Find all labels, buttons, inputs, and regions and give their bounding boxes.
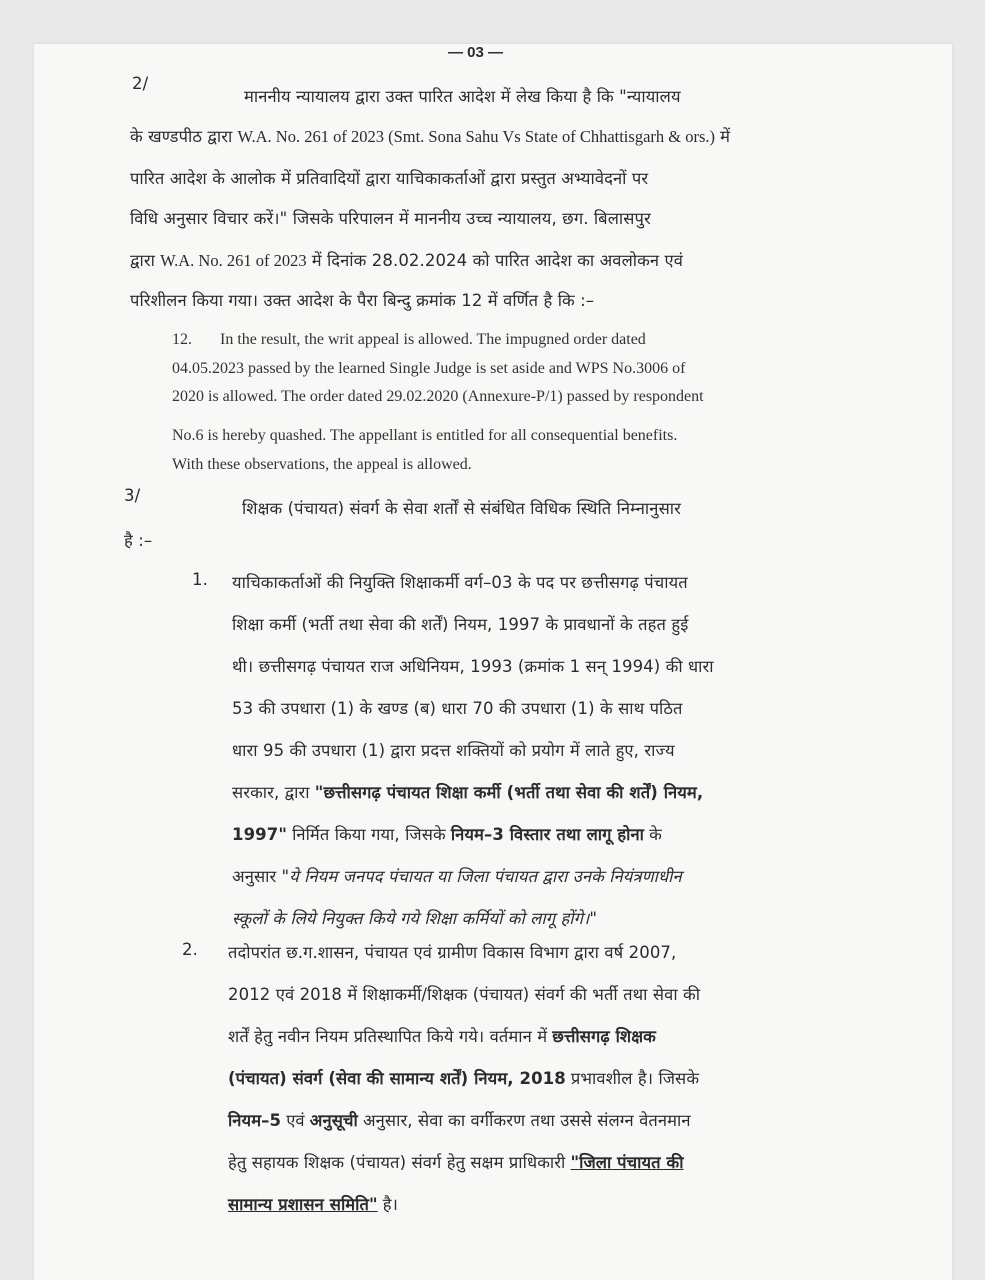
rule-3-quote: "ये नियम जनपद पंचायत या जिला पंचायत द्वारा उनके नियंत्रणाधीन: [281, 867, 682, 886]
item1-line7: [232, 822, 662, 845]
para2-line6: परिशीलन किया गया। उक्त आदेश के पैरा बिन्दु क्रमांक 12 में वर्णित है कि :–: [130, 291, 595, 310]
case-citation: W.A. No. 261 of 2023 (Smt. Sona Sahu Vs State of Chhattisgarh & ors.): [237, 127, 716, 146]
item1-line7-b: निर्मित किया गया, जिसके: [292, 825, 446, 844]
para2-line1: माननीय न्यायालय द्वारा उक्त पारित आदेश में लेख किया है कि "न्यायालय: [244, 87, 681, 106]
para2-line5-c: में दिनांक 28.02.2024 को पारित आदेश का अवलोकन एवं: [311, 251, 683, 270]
item1-line9: स्कूलों के लिये नियुक्त किये गये शिक्षा कर्मियों को लागू होंगे।": [232, 909, 598, 928]
item1-line8-a: अनुसार: [232, 867, 277, 886]
document-page: [34, 44, 952, 1280]
rules-1997-title: "छत्तीसगढ़ पंचायत शिक्षा कर्मी (भर्ती तथा सेवा की शर्तें) नियम,: [314, 783, 704, 802]
item2-line1: तदोपरांत छ.ग.शासन, पंचायत एवं ग्रामीण विकास विभाग द्वारा वर्ष 2007,: [228, 943, 677, 962]
para2-line5-a: द्वारा: [130, 251, 155, 270]
item1-line7-a: 1997": [232, 825, 288, 844]
item2-line4-b: प्रभावशील है। जिसके: [570, 1069, 700, 1088]
schedule-ref: अनुसूची: [309, 1111, 358, 1130]
rules-2018-title: (पंचायत) संवर्ग (सेवा की सामान्य शर्तें) नियम, 2018: [228, 1069, 566, 1088]
item1-line1: याचिकाकर्ताओं की नियुक्ति शिक्षाकर्मी वर्ग–03 के पद पर छत्तीसगढ़ पंचायत: [232, 573, 688, 592]
item2-line5-d: अनुसार, सेवा का वर्गीकरण तथा उससे संलग्न वेतनमान: [362, 1111, 691, 1130]
item1-line6-a: सरकार, द्वारा: [232, 783, 310, 802]
item1-line2: शिक्षा कर्मी (भर्ती तथा सेवा की शर्तें) नियम, 1997 के प्रावधानों के तहत हुई: [232, 615, 689, 634]
item2-line3-b: छत्तीसगढ़ शिक्षक: [552, 1027, 656, 1046]
item1-line4: 53 की उपधारा (1) के खण्ड (ब) धारा 70 की उपधारा (1) के साथ पठित: [232, 699, 683, 718]
para2-line2-c: में: [720, 127, 731, 146]
para2-line3: पारित आदेश के आलोक में प्रतिवादियों द्वारा याचिकाकर्ताओं द्वारा प्रस्तुत अभ्यावेदनों पर: [130, 169, 649, 188]
item2-line7-b: है।: [382, 1195, 398, 1214]
rule-5-ref: नियम–5: [228, 1111, 282, 1130]
quote-line4: No.6 is hereby quashed. The appellant is entitled for all consequential benefits.: [172, 427, 678, 444]
item1-line7-d: के: [649, 825, 662, 844]
case-citation-2: W.A. No. 261 of 2023: [160, 251, 307, 270]
item1-line5: धारा 95 की उपधारा (1) द्वारा प्रदत्त शक्तियों को प्रयोग में लाते हुए, राज्य: [232, 741, 675, 760]
competent-authority-cont: सामान्य प्रशासन समिति": [228, 1195, 378, 1214]
item2-number: 2.: [182, 940, 198, 959]
quote-line3: 2020 is allowed. The order dated 29.02.2020 (Annexure-P/1) passed by respondent: [172, 388, 704, 405]
item2-line5-b: एवं: [286, 1111, 305, 1130]
quote-line5: With these observations, the appeal is allowed.: [172, 456, 472, 473]
para3-number: 3/: [124, 486, 141, 505]
item1-line3: थी। छत्तीसगढ़ पंचायत राज अधिनियम, 1993 (क्रमांक 1 सन् 1994) की धारा: [232, 657, 714, 676]
para2-line2: [130, 124, 730, 147]
para3-line2: है :–: [124, 531, 153, 550]
item2-line7: [228, 1192, 398, 1215]
item2-line6: [228, 1150, 684, 1173]
para2-line2-a: के खण्डपीठ द्वारा: [130, 127, 233, 146]
item1-number: 1.: [192, 570, 208, 589]
item2-line5: [228, 1108, 691, 1131]
item2-line3-a: शर्तें हेतु नवीन नियम प्रतिस्थापित किये गये। वर्तमान में: [228, 1027, 548, 1046]
rule-3-heading: नियम–3 विस्तार तथा लागू होना: [450, 825, 645, 844]
competent-authority: "जिला पंचायत की: [570, 1153, 684, 1172]
item2-line4: [228, 1066, 699, 1089]
para2-number: 2/: [132, 74, 149, 93]
quote-line2: 04.05.2023 passed by the learned Single Judge is set aside and WPS No.3006 of: [172, 360, 686, 377]
item2-line2: 2012 एवं 2018 में शिक्षाकर्मी/शिक्षक (पंचायत) संवर्ग की भर्ती तथा सेवा की: [228, 985, 701, 1004]
item1-line6: [232, 780, 703, 803]
item2-line6-a: हेतु सहायक शिक्षक (पंचायत) संवर्ग हेतु सक्षम प्राधिकारी: [228, 1153, 566, 1172]
item1-line8: [232, 864, 682, 887]
para3-line1: शिक्षक (पंचायत) संवर्ग के सेवा शर्तों से संबंधित विधिक स्थिति निम्नानुसार: [242, 499, 681, 518]
para2-line4: विधि अनुसार विचार करें।" जिसके परिपालन में माननीय उच्च न्यायालय, छग. बिलासपुर: [130, 209, 651, 228]
item2-line3: [228, 1024, 656, 1047]
page-number: — 03 —: [448, 44, 504, 61]
quote-line1: 12. In the result, the writ appeal is allowed. The impugned order dated: [172, 331, 646, 348]
para2-line5: [130, 248, 683, 271]
